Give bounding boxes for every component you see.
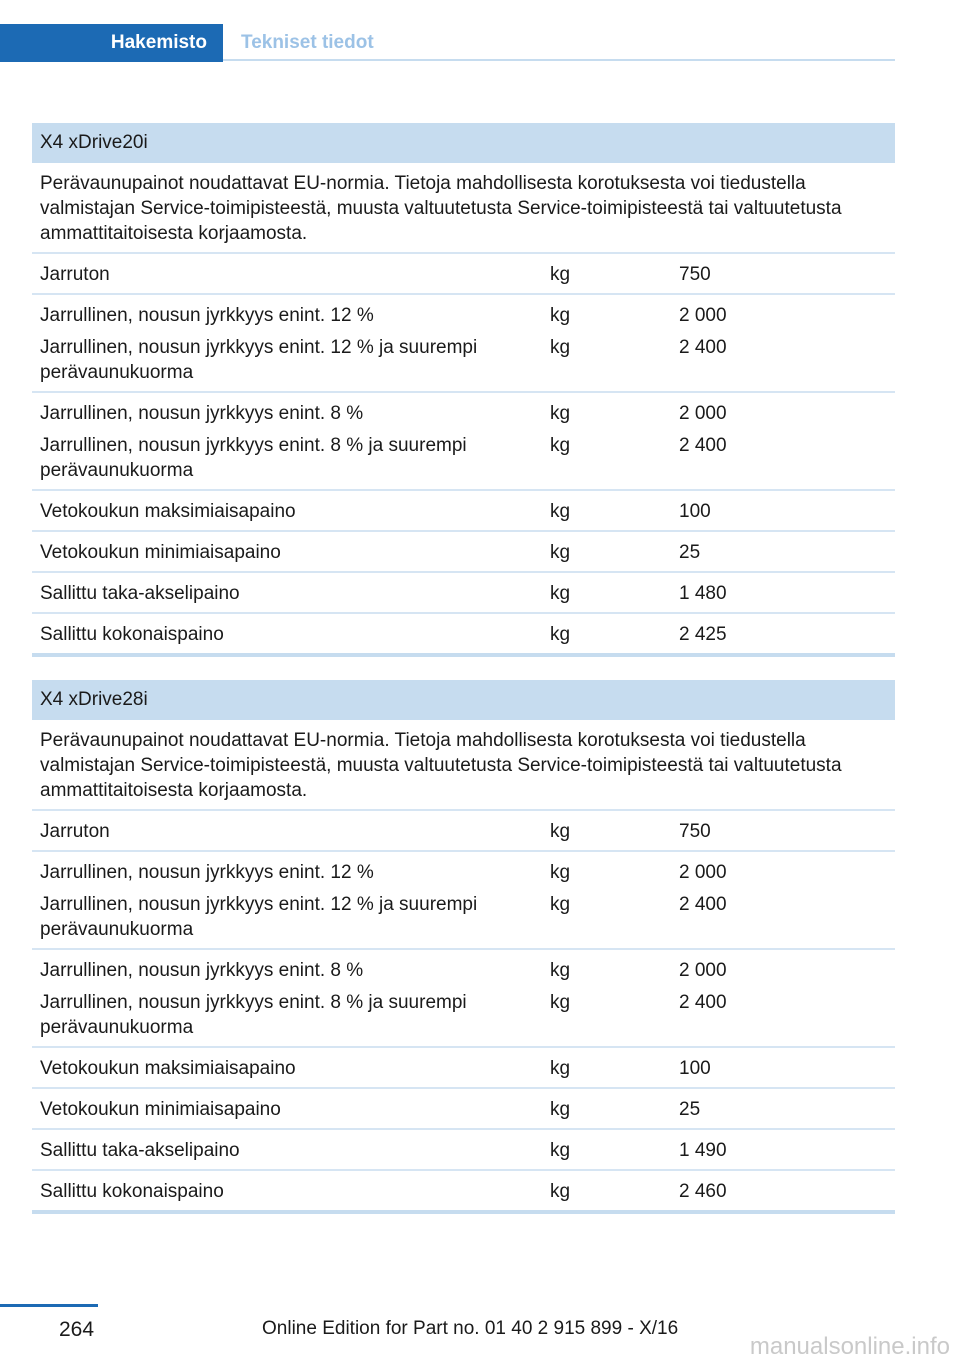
row-unit: kg xyxy=(550,960,571,981)
row-unit: kg xyxy=(550,305,571,326)
row-value-secondary: 2 400 xyxy=(679,894,727,915)
row-unit: kg xyxy=(550,501,571,522)
row-label: Vetokoukun minimiaisapaino xyxy=(40,542,281,563)
table-row xyxy=(32,573,895,614)
table-row xyxy=(32,393,895,491)
table-title: X4 xDrive20i xyxy=(32,123,895,163)
row-label-secondary: Jarrullinen, nousun jyrkkyys enint. 8 % ja suurempi perävaunukuorma xyxy=(40,992,467,1038)
row-value: 2 460 xyxy=(679,1181,727,1202)
row-unit: kg xyxy=(550,1181,571,1202)
row-unit: kg xyxy=(550,624,571,645)
row-unit-secondary: kg xyxy=(550,992,571,1013)
table-row xyxy=(32,1171,895,1214)
table-row xyxy=(32,950,895,1048)
row-value: 2 000 xyxy=(679,403,727,424)
row-value: 100 xyxy=(679,1058,711,1079)
row-unit: kg xyxy=(550,403,571,424)
tab-tekniset-tiedot[interactable]: Tekniset tiedot xyxy=(241,32,374,53)
footer-accent-line xyxy=(0,1304,98,1307)
row-unit-secondary: kg xyxy=(550,894,571,915)
row-value: 1 490 xyxy=(679,1140,727,1161)
page-number: 264 xyxy=(59,1318,95,1341)
spec-table-xdrive20i xyxy=(32,123,895,657)
row-value: 750 xyxy=(679,264,711,285)
row-label-secondary: Jarrullinen, nousun jyrkkyys enint. 8 % ja suurempi perävaunukuorma xyxy=(40,435,467,481)
row-label: Sallittu taka-akselipaino xyxy=(40,583,240,604)
row-label: Jarruton xyxy=(40,821,110,842)
row-value: 750 xyxy=(679,821,711,842)
row-unit: kg xyxy=(550,264,571,285)
table-row xyxy=(32,1048,895,1089)
row-value: 1 480 xyxy=(679,583,727,604)
spec-table-xdrive28i xyxy=(32,680,895,1214)
row-unit: kg xyxy=(550,862,571,883)
row-value: 2 425 xyxy=(679,624,727,645)
table-row xyxy=(32,295,895,393)
table-row xyxy=(32,1089,895,1130)
row-label: Vetokoukun maksimiaisapaino xyxy=(40,1058,296,1079)
row-label: Vetokoukun maksimiaisapaino xyxy=(40,501,296,522)
row-label: Jarruton xyxy=(40,264,110,285)
row-unit-secondary: kg xyxy=(550,337,571,358)
table-row xyxy=(32,852,895,950)
site-watermark: manualsonline.info xyxy=(749,1333,950,1360)
row-value: 100 xyxy=(679,501,711,522)
row-unit: kg xyxy=(550,1140,571,1161)
row-value: 2 000 xyxy=(679,960,727,981)
row-label: Sallittu taka-akselipaino xyxy=(40,1140,240,1161)
row-label: Vetokoukun minimiaisapaino xyxy=(40,1099,281,1120)
row-value-secondary: 2 400 xyxy=(679,992,727,1013)
row-label-secondary: Jarrullinen, nousun jyrkkyys enint. 12 % ja suurempi perävaunukuorma xyxy=(40,894,478,940)
table-row xyxy=(32,491,895,532)
row-value-secondary: 2 400 xyxy=(679,435,727,456)
tab-hakemisto[interactable]: Hakemisto xyxy=(0,24,223,62)
row-value: 25 xyxy=(679,1099,701,1120)
table-note: Perävaunupainot noudattavat EU-normia. Tietoja mahdollisesta korotuksesta voi tiedustella valmistajan Service-toimipisteestä, muusta valtuutetusta Service-toimipisteestä tai valtuutetusta ammattitaitoisesta korjaamosta. xyxy=(32,720,895,811)
row-label: Jarrullinen, nousun jyrkkyys enint. 12 % xyxy=(40,862,374,883)
row-label: Jarrullinen, nousun jyrkkyys enint. 12 % xyxy=(40,305,374,326)
row-label: Sallittu kokonaispaino xyxy=(40,1181,224,1202)
table-row xyxy=(32,1130,895,1171)
row-label: Sallittu kokonaispaino xyxy=(40,624,224,645)
row-value: 2 000 xyxy=(679,305,727,326)
row-unit: kg xyxy=(550,583,571,604)
row-label: Jarrullinen, nousun jyrkkyys enint. 8 % xyxy=(40,960,364,981)
table-title: X4 xDrive28i xyxy=(32,680,895,720)
row-value: 25 xyxy=(679,542,701,563)
row-unit: kg xyxy=(550,1099,571,1120)
row-unit: kg xyxy=(550,821,571,842)
row-value-secondary: 2 400 xyxy=(679,337,727,358)
row-unit-secondary: kg xyxy=(550,435,571,456)
row-unit: kg xyxy=(550,1058,571,1079)
table-row xyxy=(32,532,895,573)
table-row xyxy=(32,811,895,852)
row-label-secondary: Jarrullinen, nousun jyrkkyys enint. 12 % ja suurempi perävaunukuorma xyxy=(40,337,478,383)
header-divider xyxy=(223,59,895,61)
row-value: 2 000 xyxy=(679,862,727,883)
table-row xyxy=(32,254,895,295)
table-row xyxy=(32,614,895,657)
row-unit: kg xyxy=(550,542,571,563)
header-bar xyxy=(0,24,895,62)
row-label: Jarrullinen, nousun jyrkkyys enint. 8 % xyxy=(40,403,364,424)
footer-edition: Online Edition for Part no. 01 40 2 915 899 - X/16 xyxy=(262,1318,679,1339)
table-note: Perävaunupainot noudattavat EU-normia. Tietoja mahdollisesta korotuksesta voi tiedustella valmistajan Service-toimipisteestä, muusta valtuutetusta Service-toimipisteestä tai valtuutetusta ammattitaitoisesta korjaamosta. xyxy=(32,163,895,254)
